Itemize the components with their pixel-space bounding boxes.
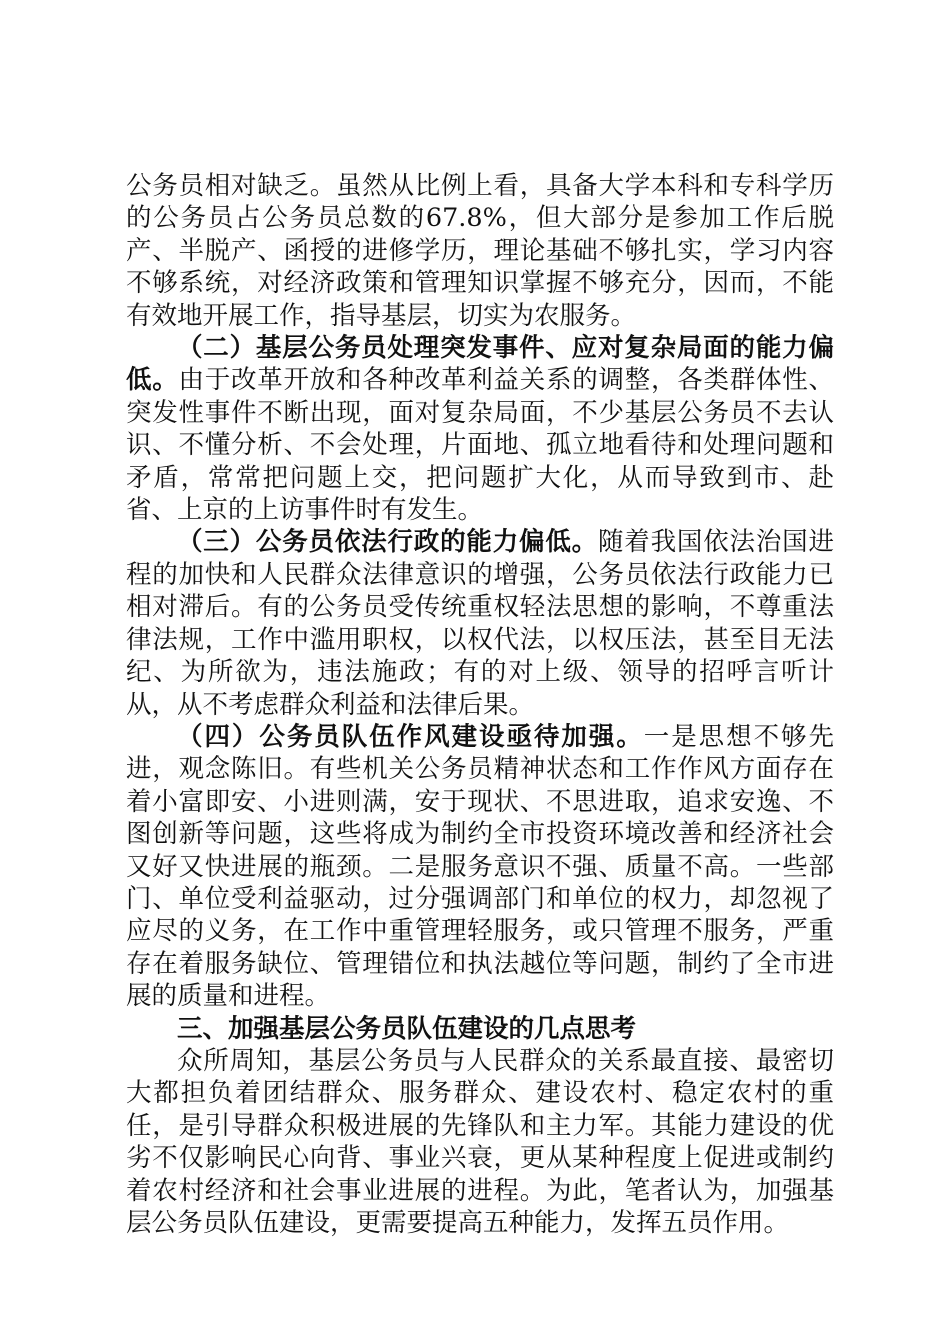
- paragraph-rule-of-law: [126, 526, 834, 720]
- paragraph-closing: [126, 1045, 834, 1239]
- section-heading: 三、加强基层公务员队伍建设的几点思考: [177, 1013, 637, 1044]
- paragraph-text: 由于改革开放和各种改革利益关系的调整，各类群体性、突发性事件不断出现，面对复杂局面，不少基层公务员不去认识、不懂分析、不会处理，片面地、孤立地看待和处理问题和矛盾，常常把问题上交，把问题扩大化，从而导致到市、赴省、上京的上访事件时有发生。: [126, 365, 834, 526]
- document-body: [126, 170, 834, 1239]
- paragraph-text: 公务员相对缺乏。虽然从比例上看，具备大学本科和专科学历的公务员占公务员总数的67.8%，但大部分是参加工作后脱产、半脱产、函授的进修学历，理论基础不够扎实，学习内容不够系统，对经济政策和管理知识掌握不够充分，因而，不能有效地开展工作，指导基层，切实为农服务。: [126, 171, 834, 331]
- paragraph-work-style: [126, 721, 834, 1013]
- paragraph-lead-heading: （四）公务员队伍作风建设亟待加强。: [177, 721, 644, 752]
- paragraph-emergency-response: [126, 332, 834, 526]
- paragraph-text: 一是思想不够先进，观念陈旧。有些机关公务员精神状态和工作作风方面存在着小富即安、小进则满，安于现状、不思进取，追求安逸、不图创新等问题，这些将成为制约全市投资环境改善和经济社会又好又快进展的瓶颈。二是服务意识不强、质量不高。一些部门、单位受利益驱动，过分强调部门和单位的权力，却忽视了应尽的义务，在工作中重管理轻服务，或只管理不服务，严重存在着服务缺位、管理错位和执法越位等问题，制约了全市进展的质量和进程。: [126, 721, 834, 1012]
- paragraph-text: 众所周知，基层公务员与人民群众的关系最直接、最密切大都担负着团结群众、服务群众、建设农村、稳定农村的重任，是引导群众积极进展的先锋队和主力军。其能力建设的优劣不仅影响民心向背、事业兴衰，更从某种程度上促进或制约着农村经济和社会事业进展的进程。为此，笔者认为，加强基层公务员队伍建设，更需要提高五种能力，发挥五员作用。: [126, 1045, 834, 1238]
- paragraph-lead-heading: （三）公务员依法行政的能力偏低。: [177, 527, 598, 558]
- paragraph-lead-heading: （二）基层公务员处理突发事件、应对复杂局面的能力偏低。: [126, 333, 834, 396]
- paragraph-continuation: [126, 170, 834, 332]
- paragraph-text: 随着我国依法治国进程的加快和人民群众法律意识的增强，公务员依法行政能力已相对滞后。有的公务员受传统重权轻法思想的影响，不尊重法律法规，工作中滥用职权，以权代法，以权压法，甚至目无法纪、为所欲为，违法施政；有的对上级、领导的招呼言听计从，从不考虑群众利益和法律后果。: [126, 527, 834, 720]
